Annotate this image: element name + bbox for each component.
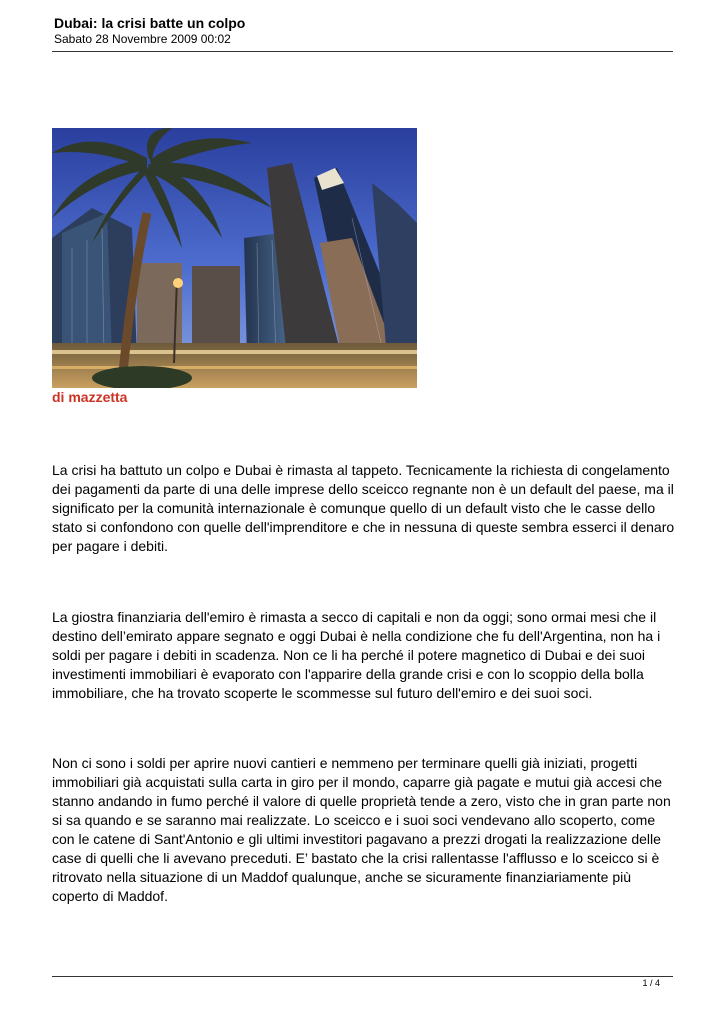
document-title: Dubai: la crisi batte un colpo: [54, 15, 246, 31]
dubai-skyline-photo: [52, 128, 417, 388]
header-divider: [52, 51, 673, 52]
page-number: 1 / 4: [642, 978, 660, 988]
article-paragraph: La giostra finanziaria dell'emiro è rimasta a secco di capitali e non da oggi; sono ormai mesi che il destino dell’emirato appare segnato e oggi Dubai è nella condizione che fu dell'Argentina, non ha i soldi per pagare i debiti in scadenza. Non ce li ha perché il potere magnetico di Dubai e dei suoi investimenti immobiliari è evaporato con l'apparire della grande crisi e con lo scoppio della bolla immobiliare, che ha trovato scoperte le scommesse sul futuro dell'emiro e dei suoi soci.: [52, 609, 661, 701]
article-byline: di mazzetta: [52, 389, 128, 405]
article-paragraph: Non ci sono i soldi per aprire nuovi cantieri e nemmeno per terminare quelli già iniziati, progetti immobiliari già acquistati sulla carta in giro per il mondo, caparre già pagate e mutui già accesi che stanno andando in fumo perché il valore di quelle proprietà tende a zero, visto che in gran parte non si sa quando e se saranno mai realizzate. Lo sceicco e i suoi soci vendevano allo scoperto, come con le catene di Sant'Antonio e gli ultimi investitori pagavano a prezzi drogati la realizzazione delle case di quelli che li avevano preceduti. E’ bastato che la crisi rallentasse l'afflusso e lo sceicco si è ritrovato nella situazione di un Maddof qualunque, anche se sicuramente finanziariamente più coperto di Maddof.: [52, 755, 671, 904]
footer-divider: [52, 976, 673, 977]
document-header: [54, 15, 674, 47]
article-paragraph: La crisi ha battuto un colpo e Dubai è rimasta al tappeto. Tecnicamente la richiesta di congelamento dei pagamenti da parte di una delle imprese dello sceicco regnante non è un default del paese, ma il significato per la comunità internazionale è comunque quello di un default visto che le casse dello stato si confondono con quelle dell'imprenditore e che in nessuna di queste sembra esserci il denaro per pagare i debiti.: [52, 462, 675, 554]
document-date: Sabato 28 Novembre 2009 00:02: [54, 32, 231, 46]
